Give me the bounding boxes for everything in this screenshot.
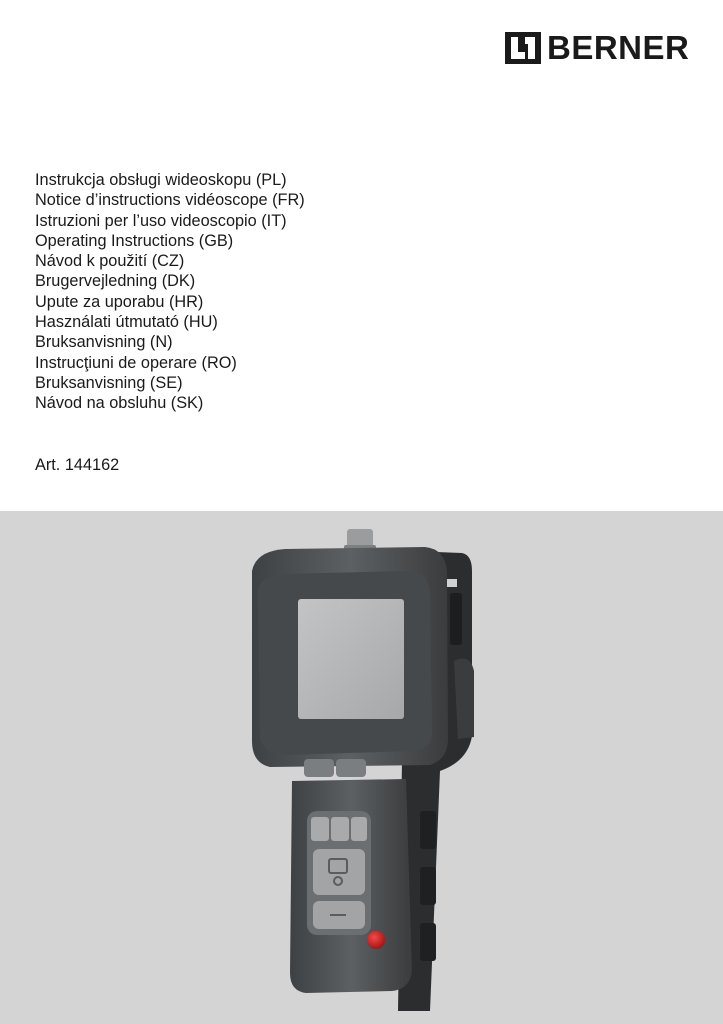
brand-name: BERNER <box>547 29 690 66</box>
product-photo-area <box>0 511 723 1024</box>
manual-title-it: Istruzioni per l’uso videoscopio (IT) <box>35 211 287 230</box>
side-button-top[interactable] <box>420 811 436 849</box>
manual-title-sk: Návod na obsluhu (SK) <box>35 394 204 413</box>
tab-button-left[interactable] <box>304 759 334 777</box>
manual-title-dk: Brugervejledning (DK) <box>35 272 196 291</box>
manual-title-pl: Instrukcja obsługi wideoskopu (PL) <box>35 171 287 189</box>
button-right[interactable] <box>351 817 367 841</box>
manual-title-n: Bruksanvisning (N) <box>35 333 173 352</box>
manual-title-hr: Upute za uporabu (HR) <box>35 292 204 311</box>
manual-title-se: Bruksanvisning (SE) <box>35 373 183 392</box>
sd-card-slot <box>450 593 462 645</box>
manual-title-gb: Operating Instructions (GB) <box>35 231 234 250</box>
article-number: Art. 144162 <box>35 456 120 474</box>
manual-title-cz: Návod k použití (CZ) <box>35 252 185 271</box>
manual-title-hu: Használati útmutató (HU) <box>35 313 218 332</box>
lcd-screen <box>298 599 404 719</box>
tab-button-right[interactable] <box>336 759 366 777</box>
side-button-bottom[interactable] <box>420 923 436 961</box>
record-button[interactable] <box>367 931 385 949</box>
manual-title-ro: Instrucţiuni de operare (RO) <box>35 353 237 372</box>
berner-logo-icon <box>505 32 541 64</box>
button-left[interactable] <box>311 817 329 841</box>
videoscope-device-image <box>0 511 723 1024</box>
manual-title-list <box>35 170 305 414</box>
side-button-middle[interactable] <box>420 867 436 905</box>
brand-logo <box>505 29 690 66</box>
manual-title-fr: Notice d’instructions vidéoscope (FR) <box>35 191 305 210</box>
button-middle[interactable] <box>331 817 349 841</box>
